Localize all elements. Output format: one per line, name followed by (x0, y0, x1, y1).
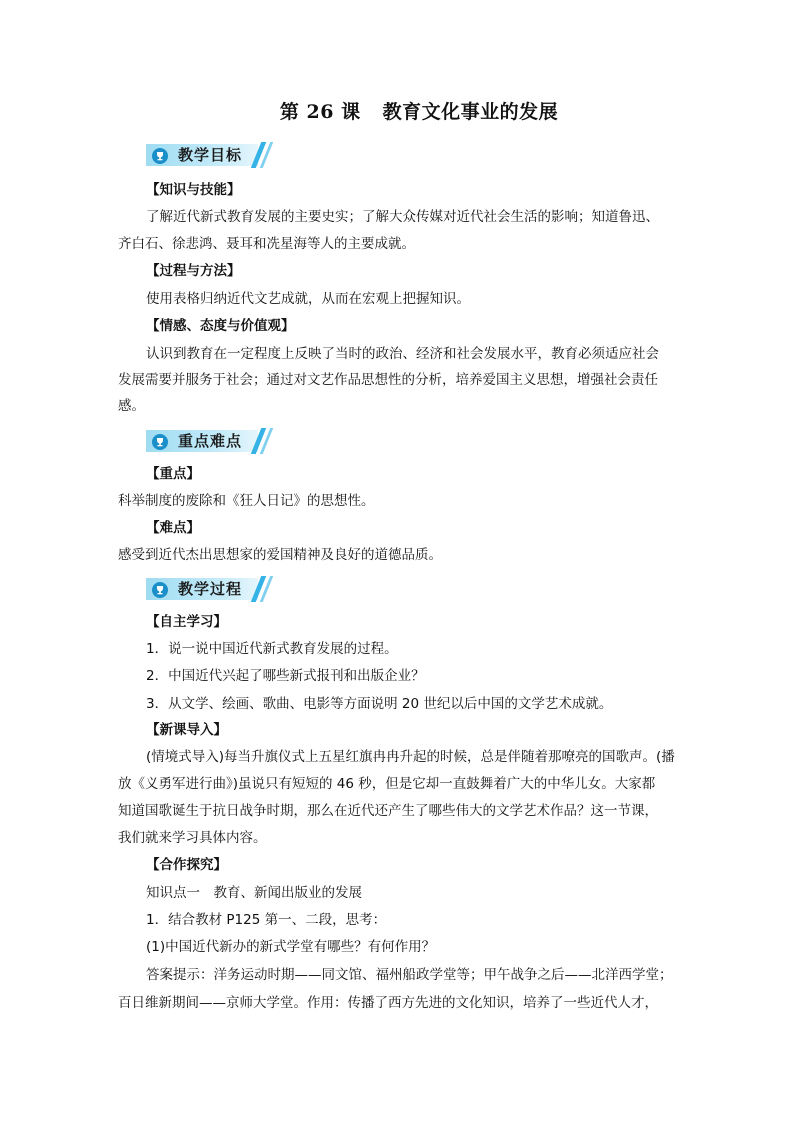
section-header-goals (146, 142, 272, 168)
paragraph-line: 我们就来学习具体内容。 (118, 830, 267, 846)
answer-line: 答案提示：洋务运动时期——同文馆、福州船政学堂等；甲午战争之后——北洋西学堂； (146, 967, 673, 983)
knowledge-heading: 【知识与技能】 (146, 182, 241, 198)
focus-heading: 【重点】 (146, 466, 200, 482)
section-header-process (146, 576, 272, 602)
paragraph-line: 了解近代新式教育发展的主要史实；了解大众传媒对近代社会生活的影响；知道鲁迅、 (146, 209, 659, 225)
difficulty-heading: 【难点】 (146, 520, 200, 536)
cooperation-heading: 【合作探究】 (146, 857, 227, 873)
emotion-heading: 【情感、态度与价值观】 (146, 318, 295, 334)
trophy-icon (152, 148, 168, 164)
section-title: 重点难点 (178, 432, 243, 450)
lesson-name: 教育文化事业的发展 (382, 101, 559, 123)
paragraph-line: (情境式导入)每当升旗仪式上五星红旗冉冉升起的时候，总是伴随着那嘹亮的国歌声。(播 (146, 749, 675, 765)
paragraph-line: 齐白石、徐悲鸿、聂耳和冼星海等人的主要成就。 (118, 236, 415, 252)
paragraph-line: 知道国歌诞生于抗日战争时期，那么在近代还产生了哪些伟大的文学艺术作品？这一节课， (118, 803, 658, 819)
paragraph-line: 放《义勇军进行曲》)虽说只有短短的 46 秒，但是它却一直鼓舞着广大的中华儿女。大家都 (118, 776, 656, 792)
trophy-icon (152, 434, 168, 450)
lesson-title (0, 97, 794, 124)
paragraph-line: 感受到近代杰出思想家的爱国精神及良好的道德品质。 (118, 547, 442, 563)
question-item: (1)中国近代新办的新式学堂有哪些？有何作用？ (146, 939, 436, 955)
intro-heading: 【新课导入】 (146, 722, 227, 738)
question-item: 2．中国近代兴起了哪些新式报刊和出版企业？ (146, 668, 425, 684)
paragraph-line: 科举制度的废除和《狂人日记》的思想性。 (118, 493, 375, 509)
paragraph-line: 感。 (118, 398, 145, 414)
section-title: 教学过程 (178, 580, 243, 598)
trophy-icon (152, 582, 168, 598)
method-heading: 【过程与方法】 (146, 263, 241, 279)
question-item: 3．从文学、绘画、歌曲、电影等方面说明 20 世纪以后中国的文学艺术成就。 (146, 696, 613, 712)
answer-line: 百日维新期间——京师大学堂。作用：传播了西方先进的文化知识，培养了一些近代人才， (118, 995, 658, 1011)
paragraph-line: 认识到教育在一定程度上反映了当时的政治、经济和社会发展水平，教育必须适应社会 (146, 346, 659, 362)
question-item: 1．结合教材 P125 第一、二段，思考： (146, 912, 387, 928)
section-header-key-points (146, 428, 272, 454)
paragraph-line: 使用表格归纳近代文艺成就，从而在宏观上把握知识。 (146, 291, 470, 307)
self-study-heading: 【自主学习】 (146, 614, 227, 630)
paragraph-line: 发展需要并服务于社会；通过对文艺作品思想性的分析，培养爱国主义思想，增强社会责任 (118, 372, 658, 388)
question-item: 1．说一说中国近代新式教育发展的过程。 (146, 641, 398, 657)
section-title: 教学目标 (178, 146, 243, 164)
lesson-number: 第 26 课 (279, 101, 361, 123)
knowledge-point: 知识点一 教育、新闻出版业的发展 (146, 885, 362, 901)
